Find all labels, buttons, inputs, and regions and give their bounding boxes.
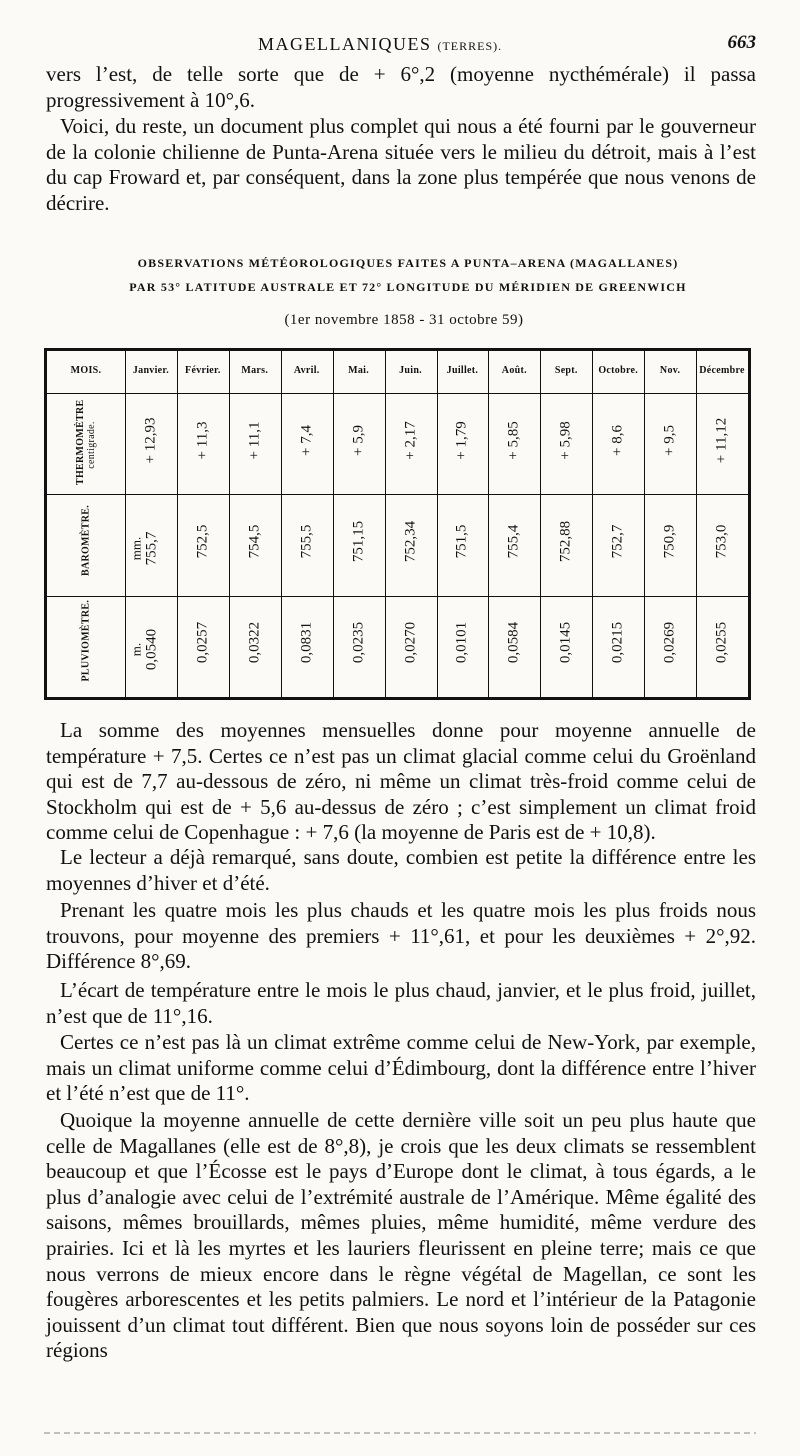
row-label-text: PLUVIOMÈTRE. — [80, 600, 92, 682]
paragraph: La somme des moyennes mensuelles donne pour moyenne annuelle de température + 7,5. Certes ce n’est pas un climat glacial comme celui du Groënland qui est de 7,7 au-dessous de zéro, ni même un climat très-froid comme celui de Stockholm qui est de + 5,6 au-dessus de zéro ; c’est simplement un climat froid comme celui de Copenhague : + 7,6 (la moyenne de Paris est de + 10,8). — [46, 718, 756, 845]
value-text: 0,0145 — [557, 622, 574, 664]
value-text: 755,7 — [143, 531, 160, 566]
table-month-header: Janvier. — [132, 365, 170, 376]
table-month-header: Février. — [185, 365, 221, 376]
table-value-cell — [558, 487, 575, 597]
value-text: 752,34 — [402, 520, 419, 563]
table-value-cell — [194, 487, 211, 597]
table-column-rule — [644, 351, 645, 697]
bottom-rule — [44, 1432, 756, 1434]
value-text: 0,0270 — [402, 622, 419, 664]
value-text: 0,0257 — [194, 622, 211, 664]
value-text: + 8,6 — [609, 424, 626, 456]
table-value-cell — [194, 385, 211, 495]
table-value-cell — [506, 588, 523, 698]
table-column-rule — [281, 351, 282, 697]
value-text: 0,0831 — [298, 622, 315, 664]
table-column-rule — [125, 351, 126, 697]
paragraph: Certes ce n’est pas là un climat extrême comme celui de New-York, par exemple, mais un climat uniforme comme celui d’Édimbourg, dont la différence entre l’hiver et l’été n’est que de 11°. — [46, 1030, 756, 1106]
value-text: 750,9 — [661, 524, 678, 559]
value-text: 0,0269 — [661, 622, 678, 664]
table-value-cell — [298, 487, 315, 597]
value-text: + 5,98 — [557, 420, 574, 460]
value-text: 0,0215 — [609, 622, 626, 664]
table-value-cell — [298, 588, 315, 698]
table-month-header: Août. — [501, 365, 527, 376]
table-value-cell — [298, 385, 315, 495]
table-column-rule — [229, 351, 230, 697]
table-value-cell — [506, 487, 523, 597]
table-value-cell — [350, 385, 367, 495]
value-text: 751,5 — [453, 524, 470, 559]
value-text: + 5,9 — [350, 424, 367, 456]
table-value-cell — [246, 588, 263, 698]
table-month-header: Sept. — [554, 365, 578, 376]
value-text: 0,0322 — [246, 622, 263, 664]
table-value-cell — [714, 385, 731, 495]
unit-label: m. — [128, 643, 144, 657]
table-value-cell — [558, 588, 575, 698]
table-value-cell — [558, 385, 575, 495]
value-text: + 2,17 — [402, 420, 419, 460]
value-text: 752,5 — [194, 524, 211, 559]
value-text: 0,0584 — [505, 622, 522, 664]
value-text: + 1,79 — [453, 420, 470, 460]
paragraph: Voici, du reste, un document plus complet qui nous a été fourni par le gouverneur de la colonie chilienne de Punta-Arena située vers le milieu du détroit, mais à l’est du cap Froward et, par conséquent, dans la zone plus tempérée que nous venons de décrire. — [46, 114, 756, 215]
table-month-header: Avril. — [293, 365, 320, 376]
paragraph: Prenant les quatre mois les plus chauds et les quatre mois les plus froids nous trouvons, pour moyenne des premiers + 11°,61, et pour les deuxièmes + 2°,92. Différence 8°,69. — [46, 898, 756, 974]
table-caption-dates: (1er novembre 1858 - 31 octobre 59) — [284, 312, 524, 328]
row-sublabel-text: centigrade. — [86, 420, 97, 469]
row-label-text: THERMOMÈTRE — [75, 399, 86, 485]
table-value-cell — [129, 494, 160, 604]
table-row-label — [81, 602, 92, 682]
value-text: + 11,12 — [713, 417, 730, 463]
value-text: 0,0255 — [713, 622, 730, 664]
table-month-header: Mai. — [348, 365, 370, 376]
value-text: 0,0540 — [143, 629, 160, 671]
table-value-cell — [350, 487, 367, 597]
table-month-header: Nov. — [659, 365, 681, 376]
table-caption-title: OBSERVATIONS MÉTÉOROLOGIQUES FAITES A PUNTA–ARENA (MAGALLANES) — [137, 256, 679, 270]
value-text: 752,7 — [609, 524, 626, 559]
table-row-label — [81, 501, 92, 581]
table-value-cell — [610, 385, 627, 495]
table-value-cell — [142, 385, 159, 495]
paragraph: Le lecteur a déjà remarqué, sans doute, combien est petite la différence entre les moyennes d’hiver et d’été. — [46, 845, 756, 895]
table-caption-coordinates: PAR 53° LATITUDE AUSTRALE ET 72° LONGITUDE DU MÉRIDIEN DE GREENWICH — [129, 280, 687, 294]
table-column-rule — [385, 351, 386, 697]
table-value-cell — [402, 588, 419, 698]
table-value-cell — [662, 487, 679, 597]
value-text: 0,0235 — [350, 622, 367, 664]
table-value-cell — [610, 588, 627, 698]
value-text: + 9,5 — [661, 424, 678, 456]
value-text: 751,15 — [350, 520, 367, 563]
table-month-header: Décembre — [699, 365, 745, 376]
table-value-cell — [129, 595, 160, 705]
table-value-cell — [662, 588, 679, 698]
table-column-rule — [696, 351, 697, 697]
row-label-text: BAROMÈTRE. — [80, 504, 92, 577]
table-column-rule — [333, 351, 334, 697]
table-column-rule — [540, 351, 541, 697]
table-value-cell — [194, 588, 211, 698]
table-value-cell — [610, 487, 627, 597]
table-value-cell — [506, 385, 523, 495]
running-header — [0, 32, 800, 60]
table-value-cell — [246, 385, 263, 495]
value-text: + 11,1 — [246, 421, 263, 460]
table-column-rule — [488, 351, 489, 697]
table-value-cell — [454, 385, 471, 495]
value-text: + 5,85 — [505, 420, 522, 460]
value-text: 0,0101 — [453, 622, 470, 664]
table-row-label — [75, 399, 97, 485]
table-value-cell — [246, 487, 263, 597]
page-number: 663 — [727, 32, 756, 53]
table-month-header: Octobre. — [598, 365, 639, 376]
table-column-rule — [437, 351, 438, 697]
value-text: 752,88 — [557, 520, 574, 563]
table-month-header: Mars. — [241, 365, 269, 376]
table-column-rule — [592, 351, 593, 697]
value-text: + 11,3 — [194, 421, 211, 460]
table-month-header: Juillet. — [446, 365, 479, 376]
table-value-cell — [454, 487, 471, 597]
paragraph: vers l’est, de telle sorte que de + 6°,2 (moyenne nycthémérale) il passa progressivement à 10°,6. — [46, 62, 756, 112]
table-value-cell — [714, 487, 731, 597]
paragraph: L’écart de température entre le mois le plus chaud, janvier, et le plus froid, juillet, n’est que de 11°,16. — [46, 978, 756, 1028]
table-value-cell — [350, 588, 367, 698]
unit-label: mm. — [128, 536, 144, 561]
paragraph: Quoique la moyenne annuelle de cette dernière ville soit un peu plus haute que celle de Magallanes (elle est de 8°,8), je crois que les deux climats se ressemblent beaucoup et que l’Écosse est le pays d’Europe dont le climat, à tous égards, a le plus d’analogie avec celui de l’extrémité australe de l’Amérique. Même égalité des saisons, mêmes brouillards, mêmes pluies, même humidité, même verdure des prairies. Ici et là les myrtes et les lauriers fleurissent en pleine terre; mais ce que nous verrons de mieux encore dans le règne végétal de Magellan, ce sont les fougères arborescentes et les petits palmiers. Le nord et l’intérieur de la Patagonie jouissent d’un climat tout différent. Bien que nous soyons loin de posséder sur ces régions — [46, 1108, 756, 1363]
value-text: + 7,4 — [298, 424, 315, 456]
value-text: 755,4 — [505, 524, 522, 559]
value-text: 755,5 — [298, 524, 315, 559]
table-value-cell — [662, 385, 679, 495]
meteorological-table — [44, 348, 751, 700]
table-column-rule — [177, 351, 178, 697]
running-title: MAGELLANIQUES (TERRES). — [258, 34, 503, 54]
table-corner-label: MOIS. — [70, 365, 102, 376]
table-value-cell — [714, 588, 731, 698]
table-month-header: Juin. — [399, 365, 422, 376]
value-text: + 12,93 — [142, 417, 159, 464]
table-value-cell — [402, 385, 419, 495]
table-value-cell — [402, 487, 419, 597]
value-text: 753,0 — [713, 524, 730, 559]
value-text: 754,5 — [246, 524, 263, 559]
table-value-cell — [454, 588, 471, 698]
